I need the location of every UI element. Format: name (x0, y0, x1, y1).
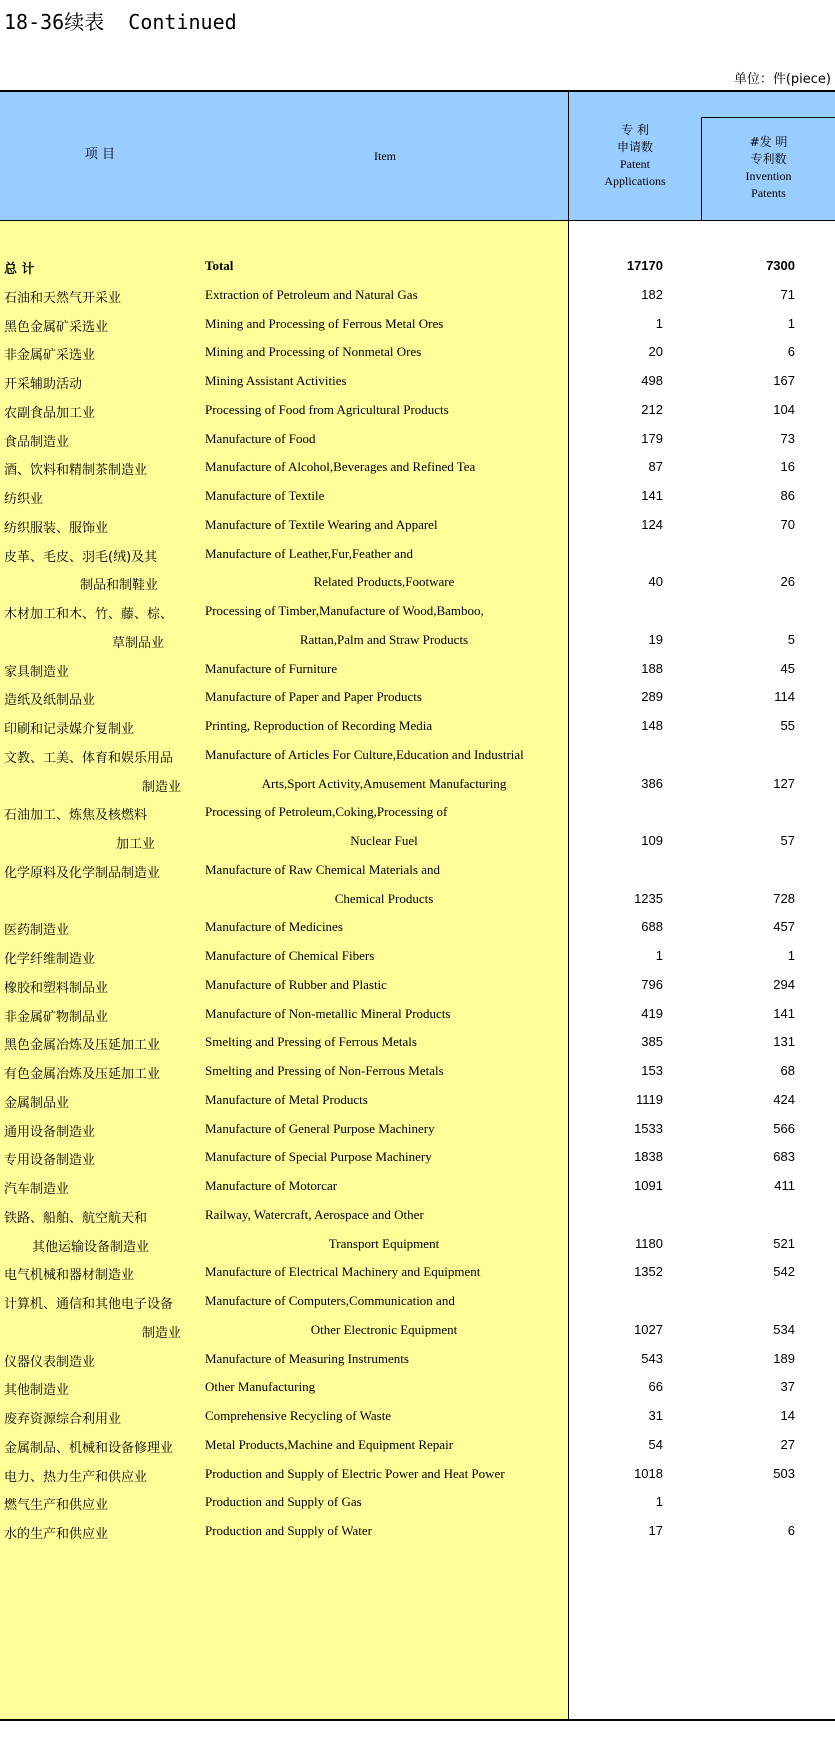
row-item-cn: 开采辅助活动 (4, 377, 83, 392)
row-item-cn: 金属制品、机械和设备修理业 (4, 1440, 174, 1456)
row-invention-patents: 521 (773, 1235, 795, 1251)
row-item-en: Rattan,Palm and Straw Products (299, 631, 469, 647)
row-invention-patents: 7300 (766, 258, 795, 273)
row-item-en: Processing of Petroleum,Coking,Processing of (205, 804, 448, 820)
row-item-en: Arts,Sport Activity,Amusement Manufacturing (261, 775, 507, 791)
row-invention-patents: 131 (773, 1034, 795, 1050)
row-item-en: Chemical Products (334, 890, 434, 906)
row-patent-applications: 153 (641, 1063, 663, 1078)
row-patent-applications: 498 (641, 373, 663, 388)
table-row (0, 365, 835, 397)
row-patent-applications: 31 (648, 1408, 663, 1423)
row-item-en: Other Manufacturing (205, 1379, 316, 1395)
table-row (0, 911, 835, 943)
row-item-en: Manufacture of Rubber and Plastic (205, 976, 387, 992)
row-patent-applications: 188 (641, 660, 663, 676)
row-item-cn: 制造业 (142, 779, 182, 795)
bottom-border (0, 1719, 835, 1721)
row-item-cn: 酒、饮料和精制茶制造业 (4, 463, 148, 479)
row-invention-patents: 5 (787, 631, 795, 647)
row-patent-applications: 543 (641, 1350, 663, 1366)
row-item-en: Nuclear Fuel (350, 833, 418, 848)
header-item-en-text: Item (374, 149, 396, 163)
row-patent-applications: 688 (641, 919, 663, 935)
row-item-en: Processing of Timber,Manufacture of Wood,Bamboo, (205, 603, 484, 618)
table-row (0, 1084, 835, 1116)
row-invention-patents: 189 (773, 1350, 795, 1366)
row-item-cn: 农副食品加工业 (4, 405, 96, 421)
table-row (0, 1314, 835, 1346)
row-invention-patents: 26 (780, 574, 795, 590)
row-patent-applications: 386 (641, 775, 663, 791)
row-invention-patents: 45 (780, 660, 795, 676)
row-invention-patents: 294 (773, 976, 795, 992)
row-item-cn: 纺织服装、服饰业 (4, 520, 109, 536)
table-row (0, 1141, 835, 1173)
table-row (0, 653, 835, 685)
row-item-cn: 化学纤维制造业 (4, 952, 96, 967)
row-item-cn: 制品和制鞋业 (80, 578, 159, 594)
row-item-en: Manufacture of Computers,Communication and (205, 1293, 455, 1308)
row-item-cn: 非金属矿物制品业 (4, 1009, 109, 1025)
row-item-cn: 计算机、通信和其他电子设备 (4, 1297, 174, 1312)
row-invention-patents: 127 (773, 775, 795, 791)
row-invention-patents: 683 (773, 1149, 795, 1165)
row-item-cn: 造纸及纸制品业 (4, 693, 96, 709)
row-invention-patents: 6 (787, 344, 795, 360)
row-item-en: Manufacture of Motorcar (205, 1178, 338, 1193)
row-item-cn: 金属制品业 (4, 1095, 70, 1111)
row-item-cn: 文教、工美、体育和娱乐用品 (4, 750, 174, 766)
row-item-en: Other Electronic Equipment (310, 1321, 458, 1337)
row-patent-applications: 141 (641, 488, 663, 503)
row-item-en: Smelting and Pressing of Non-Ferrous Metals (205, 1063, 444, 1078)
row-item-en: Production and Supply of Water (205, 1523, 372, 1538)
header-ip-cn1: #发 明 (749, 135, 788, 149)
row-patent-applications: 40 (648, 574, 663, 590)
row-invention-patents: 86 (780, 488, 795, 503)
row-item-cn: 橡胶和塑料制品业 (4, 980, 109, 996)
table-row (0, 538, 835, 570)
row-invention-patents: 114 (774, 689, 795, 705)
table-row (0, 1199, 835, 1231)
row-item-cn: 家具制造业 (4, 664, 70, 680)
header-item-cn-text: 项 目 (84, 147, 116, 162)
row-item-en: Production and Supply of Electric Power and Heat Power (205, 1465, 505, 1481)
row-patent-applications: 66 (648, 1379, 663, 1395)
row-item-en: Smelting and Pressing of Ferrous Metals (205, 1034, 417, 1050)
row-patent-applications: 1027 (634, 1321, 663, 1337)
row-item-cn: 通用设备制造业 (4, 1124, 96, 1140)
table-row (0, 394, 835, 426)
row-item-en: Mining and Processing of Ferrous Metal Ores (205, 315, 444, 331)
row-item-en: Metal Products,Machine and Equipment Repair (205, 1436, 454, 1452)
row-item-cn: 燃气生产和供应业 (4, 1498, 109, 1514)
row-item-en: Manufacture of Non-metallic Mineral Products (205, 1005, 451, 1021)
header-ip-en2: Patents (751, 186, 786, 200)
data-table (0, 90, 835, 1721)
row-item-en: Manufacture of Raw Chemical Materials and (205, 861, 440, 877)
row-item-cn: 医药制造业 (4, 923, 70, 939)
header-item-en (330, 148, 440, 165)
row-invention-patents: 424 (773, 1091, 795, 1107)
row-patent-applications: 1838 (634, 1149, 663, 1165)
row-invention-patents: 1 (787, 948, 795, 963)
row-patent-applications: 109 (641, 833, 663, 848)
row-item-en: Comprehensive Recycling of Waste (205, 1408, 392, 1423)
row-patent-applications: 419 (641, 1005, 663, 1021)
row-item-en: Manufacture of Alcohol,Beverages and Refined Tea (205, 459, 476, 475)
row-patent-applications: 17 (648, 1523, 663, 1538)
table-row (0, 796, 835, 828)
row-invention-patents: 534 (773, 1321, 795, 1337)
row-invention-patents: 141 (773, 1005, 795, 1021)
page-title: 18-36续表 Continued (4, 10, 237, 34)
row-item-en: Manufacture of Textile (205, 488, 325, 503)
row-invention-patents: 71 (780, 286, 795, 302)
row-invention-patents: 16 (780, 459, 795, 475)
table-row (0, 1170, 835, 1202)
row-patent-applications: 87 (648, 459, 663, 475)
row-item-en: Mining Assistant Activities (205, 373, 347, 388)
table-row (0, 998, 835, 1030)
row-patent-applications: 289 (641, 689, 663, 705)
header-pa-en2: Applications (604, 174, 666, 188)
row-item-en: Transport Equipment (328, 1235, 440, 1251)
row-item-cn: 木材加工和木、竹、藤、棕、 (4, 607, 174, 622)
row-patent-applications: 182 (641, 286, 663, 302)
row-patent-applications: 20 (648, 344, 663, 360)
row-item-cn: 仪器仪表制造业 (4, 1354, 96, 1370)
header-pa-en1: Patent (620, 157, 650, 171)
row-item-en: Railway, Watercraft, Aerospace and Other (205, 1206, 424, 1222)
row-patent-applications: 1091 (634, 1178, 663, 1193)
table-row (0, 1429, 835, 1461)
table-row (0, 423, 835, 455)
row-invention-patents: 73 (780, 430, 795, 446)
row-item-en: Manufacture of Measuring Instruments (205, 1350, 409, 1366)
row-item-en: Manufacture of Medicines (205, 919, 343, 935)
row-patent-applications: 1180 (635, 1235, 663, 1251)
table-row (0, 1486, 835, 1518)
table-row (0, 1026, 835, 1058)
row-item-cn: 水的生产和供应业 (4, 1527, 109, 1542)
header-patent-applications (569, 122, 701, 190)
row-invention-patents: 728 (773, 890, 795, 906)
table-row (0, 883, 835, 915)
row-item-cn: 总 计 (4, 262, 35, 277)
row-item-en: Manufacture of Food (205, 430, 316, 446)
header-invention-patents (702, 134, 835, 202)
table-row (0, 710, 835, 742)
row-invention-patents: 55 (780, 718, 795, 733)
row-item-cn: 印刷和记录媒介复制业 (4, 722, 135, 737)
row-invention-patents: 1 (787, 315, 795, 331)
row-item-cn: 其他运输设备制造业 (32, 1239, 150, 1255)
table-row (0, 1055, 835, 1087)
row-item-cn: 黑色金属冶炼及压延加工业 (4, 1038, 161, 1054)
row-item-en: Manufacture of Furniture (205, 660, 338, 676)
table-row (0, 825, 835, 857)
row-item-cn: 石油加工、炼焦及核燃料 (4, 808, 148, 824)
row-invention-patents: 104 (773, 401, 795, 417)
row-item-en: Manufacture of Leather,Fur,Feather and (205, 545, 413, 561)
row-item-cn: 电气机械和器材制造业 (4, 1268, 135, 1284)
row-patent-applications: 385 (641, 1034, 663, 1050)
row-invention-patents: 14 (780, 1408, 795, 1423)
row-item-en: Manufacture of Textile Wearing and Apparel (205, 516, 438, 532)
row-patent-applications: 796 (641, 976, 663, 992)
row-patent-applications: 1533 (634, 1120, 663, 1136)
row-item-en: Manufacture of Paper and Paper Products (205, 689, 422, 705)
table-row (0, 336, 835, 368)
table-row (0, 739, 835, 771)
row-invention-patents: 566 (773, 1120, 795, 1136)
table-row (0, 854, 835, 886)
table-row (0, 509, 835, 541)
row-item-cn: 电力、热力生产和供应业 (4, 1469, 148, 1485)
table-row (0, 1343, 835, 1375)
row-patent-applications: 148 (641, 718, 663, 733)
unit-label: 单位：件(piece) (733, 72, 831, 87)
table-row (0, 308, 835, 340)
table-row (0, 1458, 835, 1490)
table-row (0, 451, 835, 483)
table-row (0, 624, 835, 656)
row-patent-applications: 54 (648, 1436, 663, 1452)
table-row (0, 1400, 835, 1432)
row-invention-patents: 57 (780, 833, 795, 848)
row-item-en: Manufacture of Articles For Culture,Education and Industrial (205, 746, 524, 762)
row-invention-patents: 167 (773, 373, 795, 388)
header-ip-en1: Invention (745, 169, 792, 183)
row-patent-applications: 124 (641, 516, 663, 532)
row-item-cn: 专用设备制造业 (4, 1153, 96, 1169)
row-invention-patents: 70 (780, 516, 795, 532)
row-item-en: Extraction of Petroleum and Natural Gas (205, 286, 418, 302)
row-item-en: Processing of Food from Agricultural Products (205, 401, 449, 417)
row-invention-patents: 411 (774, 1178, 795, 1193)
row-item-en: Manufacture of Metal Products (205, 1091, 368, 1107)
row-invention-patents: 37 (780, 1379, 795, 1395)
table-row (0, 566, 835, 598)
row-invention-patents: 27 (780, 1436, 795, 1452)
row-patent-applications: 19 (648, 631, 663, 647)
row-invention-patents: 6 (787, 1523, 795, 1538)
row-patent-applications: 1352 (634, 1264, 663, 1280)
header-ip-cn2: 专利数 (750, 152, 787, 166)
row-invention-patents: 542 (773, 1264, 795, 1280)
table-row (0, 279, 835, 311)
table-row (0, 1228, 835, 1260)
table-row (0, 1256, 835, 1288)
row-item-en: Manufacture of Special Purpose Machinery (205, 1149, 432, 1165)
row-patent-applications: 17170 (626, 258, 663, 273)
row-patent-applications: 1 (655, 315, 663, 331)
row-patent-applications: 179 (641, 430, 663, 446)
row-item-cn: 石油和天然气开采业 (4, 290, 122, 306)
row-item-en: Related Products,Footware (313, 574, 455, 590)
row-item-cn: 废弃资源综合利用业 (4, 1412, 122, 1427)
row-invention-patents: 457 (773, 919, 795, 935)
row-item-cn: 加工业 (116, 837, 156, 852)
row-item-en: Mining and Processing of Nonmetal Ores (205, 344, 422, 360)
row-patent-applications: 1018 (634, 1465, 663, 1481)
row-item-cn: 制造业 (142, 1325, 182, 1341)
row-item-cn: 食品制造业 (4, 434, 70, 450)
row-item-cn: 其他制造业 (4, 1383, 70, 1399)
row-item-cn: 汽车制造业 (4, 1182, 70, 1197)
row-patent-applications: 1235 (634, 890, 663, 906)
table-row (0, 1515, 835, 1547)
table-row (0, 940, 835, 972)
row-item-en: Production and Supply of Gas (205, 1494, 362, 1510)
row-item-en: Printing, Reproduction of Recording Media (205, 718, 433, 733)
row-item-cn: 黑色金属矿采选业 (4, 319, 109, 335)
row-invention-patents: 68 (780, 1063, 795, 1078)
row-item-cn: 有色金属冶炼及压延加工业 (4, 1067, 161, 1082)
table-row (0, 681, 835, 713)
row-patent-applications: 212 (641, 401, 663, 417)
row-item-en: Manufacture of Chemical Fibers (205, 948, 375, 963)
row-item-en: Total (205, 258, 234, 273)
row-item-cn: 草制品业 (112, 635, 165, 651)
table-row (0, 969, 835, 1001)
row-item-en: Manufacture of General Purpose Machinery (205, 1120, 435, 1136)
header-pa-cn1: 专 利 (621, 123, 649, 137)
invention-box-top (701, 117, 835, 118)
row-patent-applications: 1 (655, 1494, 663, 1510)
table-row (0, 1113, 835, 1145)
row-item-cn: 纺织业 (4, 492, 44, 507)
row-item-cn: 化学原料及化学制品制造业 (4, 865, 161, 881)
row-patent-applications: 1 (655, 948, 663, 963)
row-item-en: Manufacture of Electrical Machinery and Equipment (205, 1264, 481, 1280)
row-item-cn: 皮革、毛皮、羽毛(绒)及其 (4, 549, 158, 565)
row-item-cn: 非金属矿采选业 (4, 348, 96, 364)
table-row (0, 480, 835, 512)
table-row (0, 1371, 835, 1403)
table-row (0, 1285, 835, 1317)
top-border (0, 90, 835, 92)
row-patent-applications: 1119 (636, 1091, 663, 1107)
row-invention-patents: 503 (773, 1465, 795, 1481)
table-row (0, 250, 835, 282)
header-bottom-border (0, 220, 835, 221)
table-row (0, 595, 835, 627)
header-pa-cn2: 申请数 (616, 140, 653, 154)
header-item-cn (60, 146, 140, 163)
row-item-cn: 铁路、船舶、航空航天和 (4, 1210, 148, 1226)
table-row (0, 768, 835, 800)
